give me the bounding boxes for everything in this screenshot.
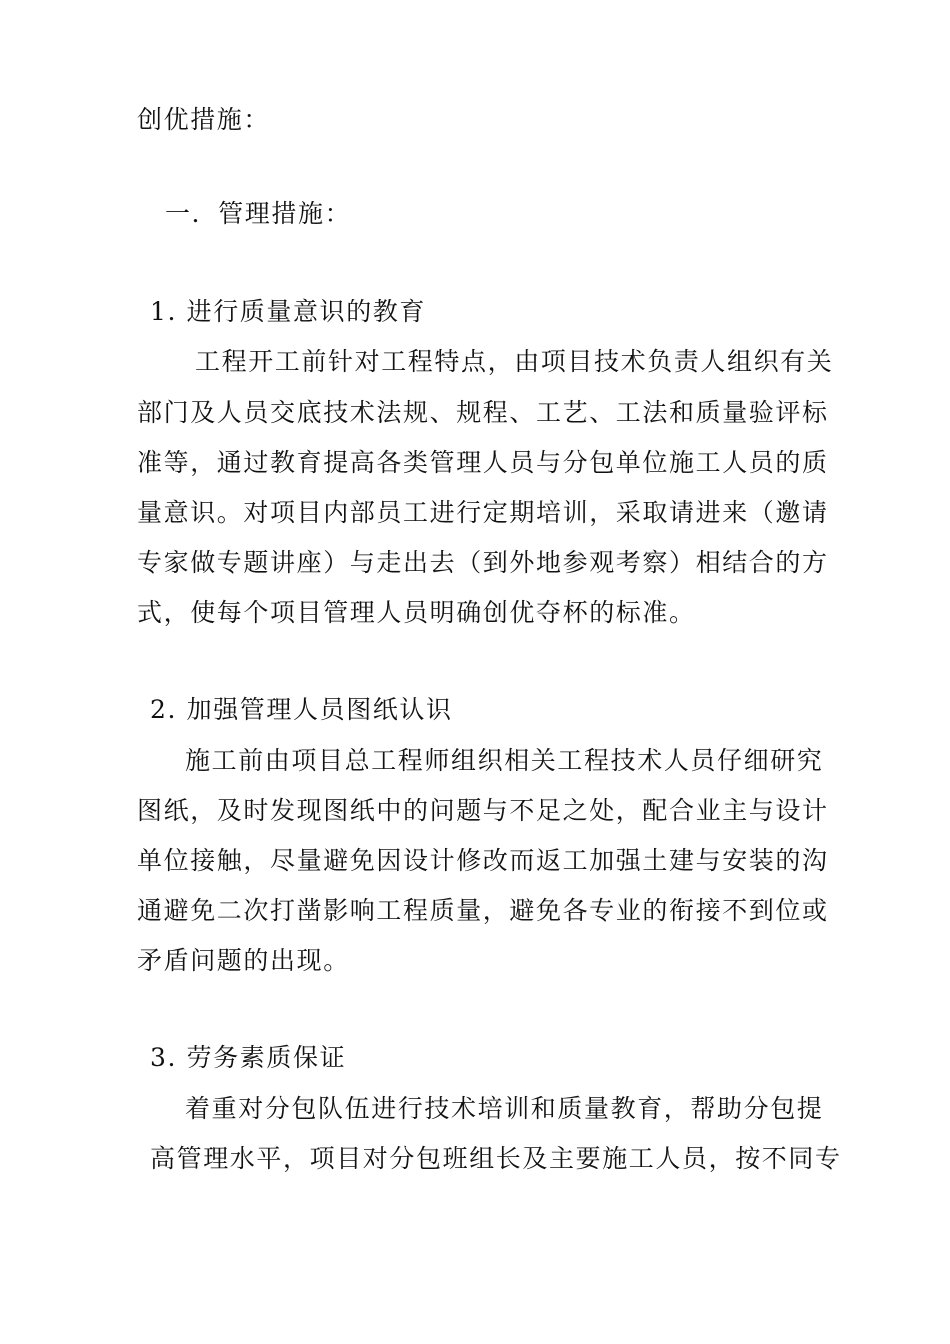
paragraph-line: 工程开工前针对工程特点，由项目技术负责人组织有关 [195, 347, 834, 376]
item-heading-quality-education: 1. 进行质量意识的教育 [150, 297, 427, 326]
paragraph-line: 施工前由项目总工程师组织相关工程技术人员仔细研究 [185, 746, 824, 775]
item-heading-labor-quality: 3. 劳务素质保证 [150, 1043, 347, 1072]
paragraph-line: 量意识。对项目内部员工进行定期培训，采取请进来（邀请 [137, 498, 829, 527]
paragraph-line: 准等，通过教育提高各类管理人员与分包单位施工人员的质 [137, 448, 829, 477]
paragraph-line: 单位接触，尽量避免因设计修改而返工加强土建与安装的沟 [137, 846, 829, 875]
paragraph-line: 高管理水平，项目对分包班组长及主要施工人员，按不同专 [150, 1144, 842, 1173]
paragraph-line: 部门及人员交底技术法规、规程、工艺、工法和质量验评标 [137, 398, 829, 427]
paragraph-line: 式，使每个项目管理人员明确创优夺杯的标准。 [137, 598, 696, 627]
paragraph-line: 图纸，及时发现图纸中的问题与不足之处，配合业主与设计 [137, 796, 829, 825]
section-heading-management: 一．管理措施： [165, 199, 352, 228]
item-heading-drawing-knowledge: 2. 加强管理人员图纸认识 [150, 695, 453, 724]
paragraph-line: 着重对分包队伍进行技术培训和质量教育，帮助分包提 [185, 1094, 824, 1123]
paragraph-line: 专家做专题讲座）与走出去（到外地参观考察）相结合的方 [137, 548, 829, 577]
paragraph-line: 矛盾问题的出现。 [137, 946, 350, 975]
document-title: 创优措施： [137, 105, 271, 134]
paragraph-line: 通避免二次打凿影响工程质量，避免各专业的衔接不到位或 [137, 896, 829, 925]
